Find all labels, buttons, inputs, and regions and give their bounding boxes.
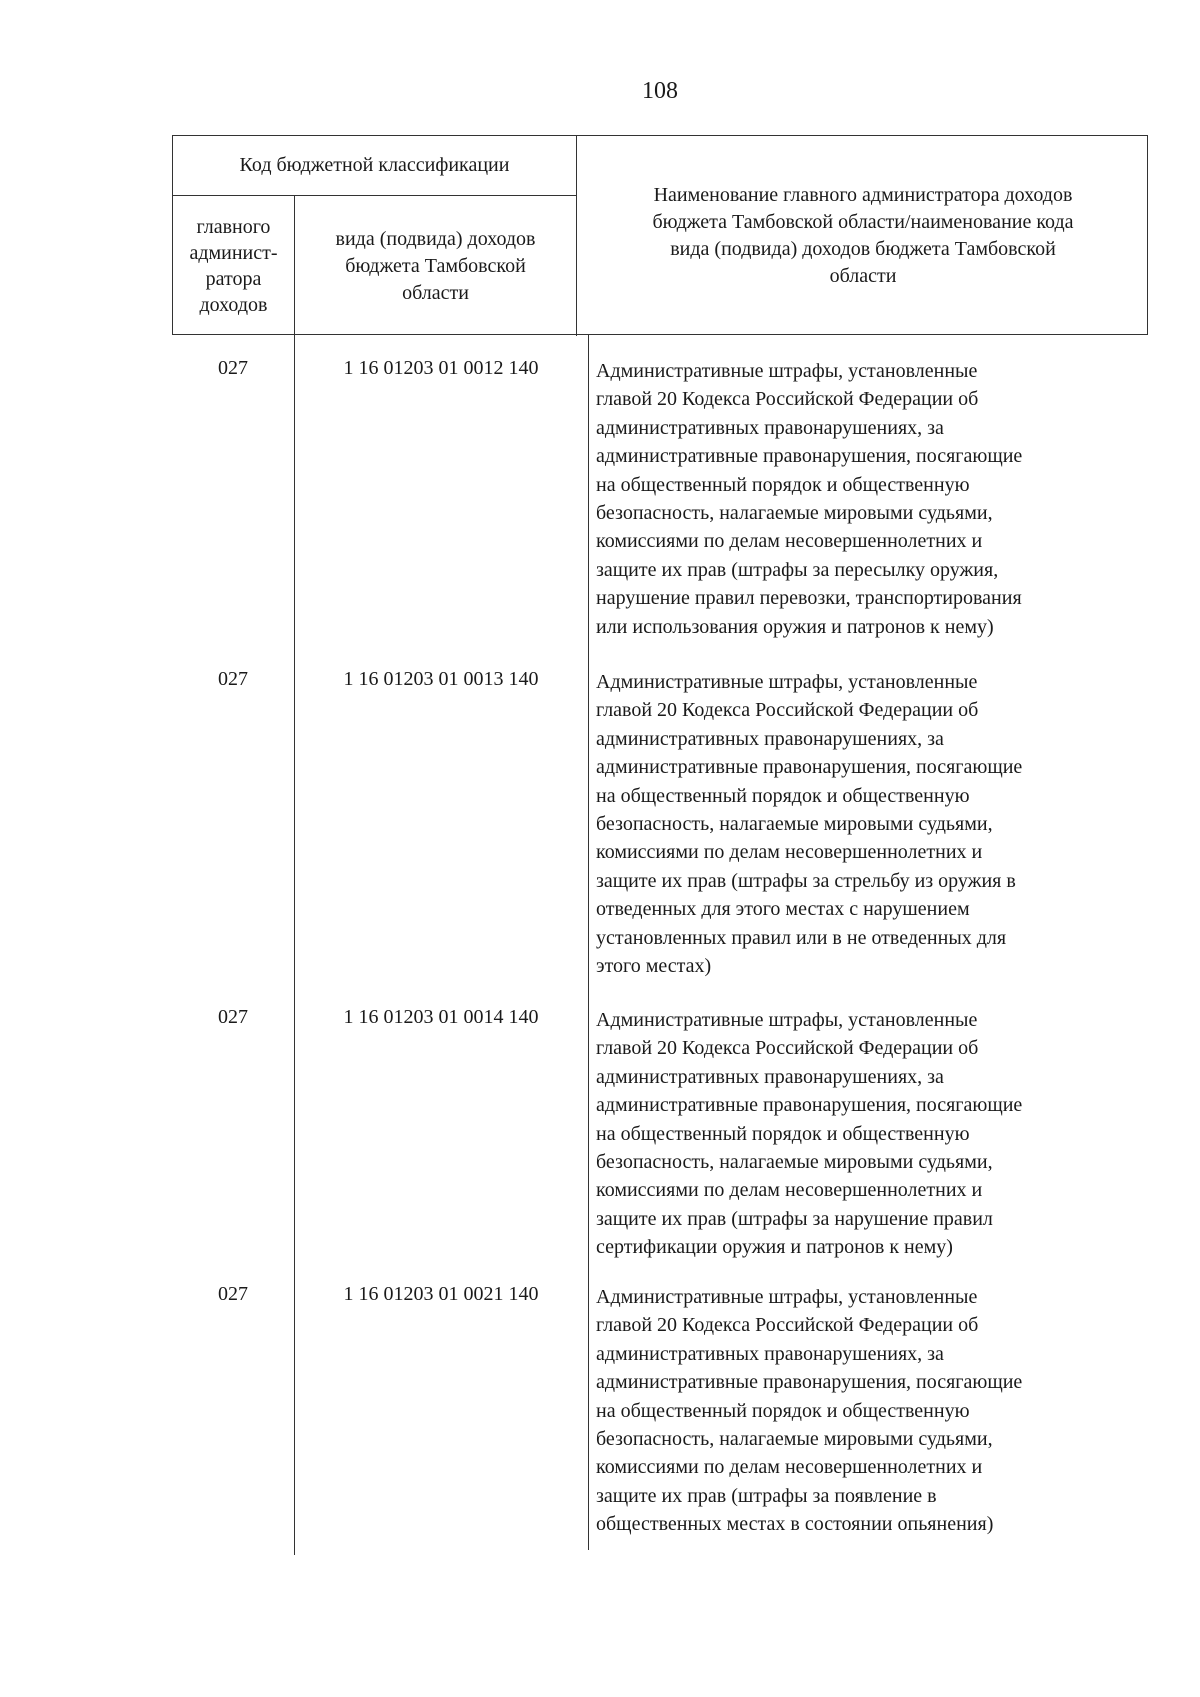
header-chief-administrator: главного админист- ратора доходов [173, 196, 295, 336]
admin-code: 027 [218, 1283, 248, 1305]
admin-code: 027 [218, 1006, 248, 1028]
header-name: Наименование главного администратора доходов бюджета Тамбовской области/наименование кода вида (подвида) доходов бюджета Тамбовской области [652, 184, 1074, 287]
income-description: Административные штрафы, установленные главой 20 Кодекса Российской Федерации об административных правонарушениях, за административные правонарушения, посягающие на общественный порядок и общественную безопасность, налагаемые мировыми судьями, комиссиями по делам несовершеннолетних и защите их прав (штрафы за нарушение правил сертификации оружия и патронов к нему) [596, 1009, 1023, 1259]
admin-code: 027 [218, 668, 248, 690]
income-code: 1 16 01203 01 0021 140 [343, 1283, 539, 1305]
header-income-type-code: вида (подвида) доходов бюджета Тамбовской области [295, 196, 577, 336]
column-divider-1 [294, 335, 295, 1555]
income-description: Административные штрафы, установленные главой 20 Кодекса Российской Федерации об административных правонарушениях, за административные правонарушения, посягающие на общественный порядок и общественную безопасность, налагаемые мировыми судьями, комиссиями по делам несовершеннолетних и защите их прав (штрафы за появление в общественных местах в состоянии опьянения) [596, 1286, 1023, 1536]
page-number: 108 [642, 78, 678, 104]
admin-code: 027 [218, 357, 248, 379]
income-description: Административные штрафы, установленные главой 20 Кодекса Российской Федерации об административных правонарушениях, за административные правонарушения, посягающие на общественный порядок и общественную безопасность, налагаемые мировыми судьями, комиссиями по делам несовершеннолетних и защите их прав (штрафы за пересылку оружия, нарушение правил перевозки, транспортирования или использования оружия и патронов к нему) [596, 360, 1023, 638]
income-code: 1 16 01203 01 0013 140 [343, 668, 539, 690]
column-divider-2 [588, 335, 589, 1550]
income-description: Административные штрафы, установленные главой 20 Кодекса Российской Федерации об административных правонарушениях, за административные правонарушения, посягающие на общественный порядок и общественную безопасность, налагаемые мировыми судьями, комиссиями по делам несовершеннолетних и защите их прав (штрафы за стрельбу из оружия в отведенных для этого местах с нарушением установленных правил или в не отведенных для этого местах) [596, 671, 1023, 978]
header-budget-classification-code: Код бюджетной классификации [173, 136, 577, 196]
income-code: 1 16 01203 01 0014 140 [343, 1006, 539, 1028]
table-header [172, 135, 1148, 335]
income-code: 1 16 01203 01 0012 140 [343, 357, 539, 379]
